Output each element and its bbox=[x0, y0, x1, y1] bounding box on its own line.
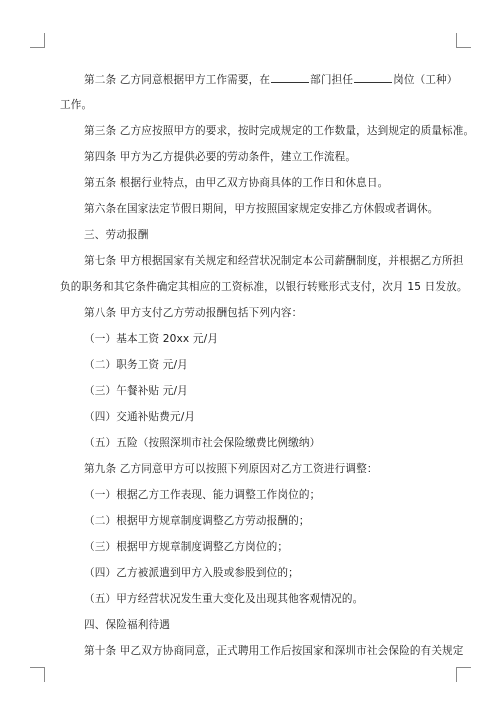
crop-mark-top-right bbox=[456, 33, 471, 48]
crop-mark-top-left bbox=[30, 33, 45, 48]
article-5: 第五条 根据行业特点，由甲乙双方协商具体的工作日和休息日。 bbox=[84, 177, 389, 189]
section-4-heading: 四、保险福利待遇 bbox=[84, 619, 170, 631]
pay-item-1: （一）基本工资 20xx 元/月 bbox=[84, 333, 219, 345]
crop-mark-bottom-right bbox=[456, 667, 471, 682]
article-2-line-2: 工作。 bbox=[60, 99, 93, 111]
adjust-item-4: （四）乙方被派遣到甲方入股或参股到位的； bbox=[84, 567, 299, 579]
adjust-item-2: （二）根据甲方规章制度调整乙方劳动报酬的； bbox=[84, 515, 310, 527]
article-3: 第三条 乙方应按照甲方的要求，按时完成规定的工作数量，达到规定的质量标准。 bbox=[84, 125, 475, 137]
pay-item-4: （四）交通补贴费元/月 bbox=[84, 411, 196, 423]
article-7-line-2: 负的职务和其它条件确定其相应的工资标准，以银行转账形式支付，次月 15 日发放。 bbox=[60, 281, 468, 293]
adjust-item-5: （五）甲方经营状况发生重大变化及出现其他客观情况的。 bbox=[84, 593, 364, 605]
pay-item-2: （二）职务工资 元/月 bbox=[84, 359, 188, 371]
article-8: 第八条 甲方支付乙方劳动报酬包括下列内容： bbox=[84, 307, 303, 319]
pay-item-3: （三）午餐补贴 元/月 bbox=[84, 385, 188, 397]
position-blank bbox=[354, 72, 392, 83]
article-2-line-1 bbox=[84, 72, 458, 87]
article-4: 第四条 甲方为乙方提供必要的劳动条件，建立工作流程。 bbox=[84, 151, 357, 163]
article-9: 第九条 乙方同意甲方可以按照下列原因对乙方工资进行调整： bbox=[84, 463, 378, 475]
article-2-text-c: 岗位（工种） bbox=[393, 74, 458, 86]
article-2-text-b: 部门担任 bbox=[310, 74, 354, 86]
article-7-line-1: 第七条 甲方根据国家有关规定和经营状况制定本公司薪酬制度，并根据乙方所担 bbox=[84, 255, 464, 267]
section-3-heading: 三、劳动报酬 bbox=[84, 229, 149, 241]
adjust-item-1: （一）根据乙方工作表现、能力调整工作岗位的； bbox=[84, 489, 321, 501]
adjust-item-3: （三）根据甲方规章制度调整乙方岗位的； bbox=[84, 541, 289, 553]
article-6: 第六条在国家法定节假日期间，甲方按照国家规定安排乙方休假或者调休。 bbox=[84, 203, 439, 215]
article-10-line-1: 第十条 甲乙双方协商同意，正式聘用工作后按国家和深圳市社会保险的有关规定 bbox=[84, 645, 464, 657]
crop-mark-bottom-left bbox=[30, 667, 45, 682]
article-2-text-a: 第二条 乙方同意根据甲方工作需要，在 bbox=[84, 74, 271, 86]
department-blank bbox=[271, 72, 309, 83]
pay-item-5: （五）五险（按照深圳市社会保险缴费比例缴纳） bbox=[84, 437, 321, 449]
